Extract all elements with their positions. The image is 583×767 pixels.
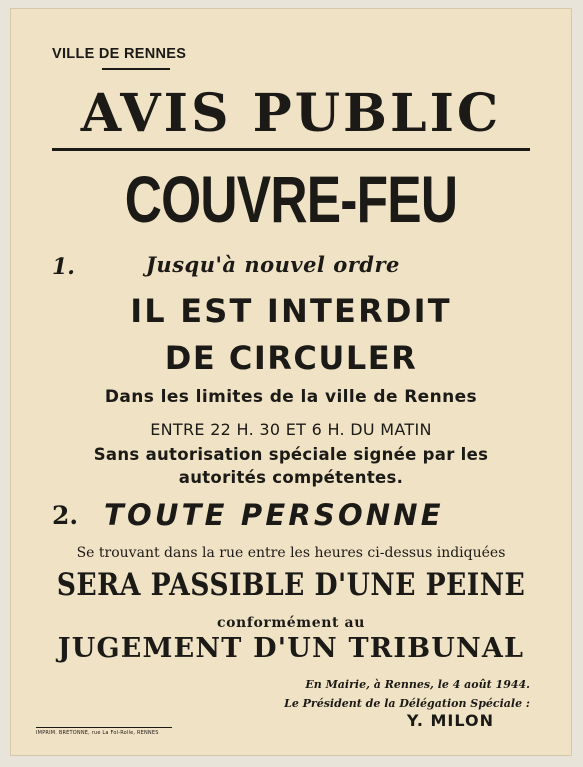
authorization-line-1: Sans autorisation spéciale signée par les [93,445,489,464]
prohibition-line-2: DE CIRCULER [164,339,418,377]
curfew-headline: COUVRE-FEU [124,162,458,236]
item-1-lead: Jusqu'à nouvel ordre [146,252,400,277]
imprint-rule [36,727,172,728]
city-heading: VILLE DE RENNES [52,46,187,62]
item-2-detail: Se trouvant dans la rue entre les heures ci-dessus indiquées [76,545,506,561]
city-underline [102,68,170,70]
item-2-lead: TOUTE PERSONNE [104,498,444,532]
city-limits-text: Dans les limites de la ville de Rennes [104,387,478,407]
notice-title: AVIS PUBLIC [80,83,502,144]
signatory-title: Le Président de la Délégation Spéciale : [284,697,530,710]
curfew-hours: ENTRE 22 H. 30 ET 6 H. DU MATIN [150,420,432,439]
title-rule [52,148,530,151]
item-1-number: 1. [52,254,75,280]
item-2-number: 2. [52,501,79,530]
authorization-line-2: autorités compétentes. [178,468,404,487]
signatory-name: Y. MILON [406,711,494,730]
place-date: En Mairie, à Rennes, le 4 août 1944. [305,678,530,691]
public-notice-poster [10,8,572,756]
printer-imprint: IMPRIM. BRETONNE, rue La Fol-Rolle, RENNES [36,730,159,736]
prohibition-line-1: IL EST INTERDIT [130,292,452,330]
conformity-text: conformément au [217,615,365,631]
tribunal-text: JUGEMENT D'UN TRIBUNAL [57,633,525,664]
penalty-text: SERA PASSIBLE D'UNE PEINE [56,567,526,603]
